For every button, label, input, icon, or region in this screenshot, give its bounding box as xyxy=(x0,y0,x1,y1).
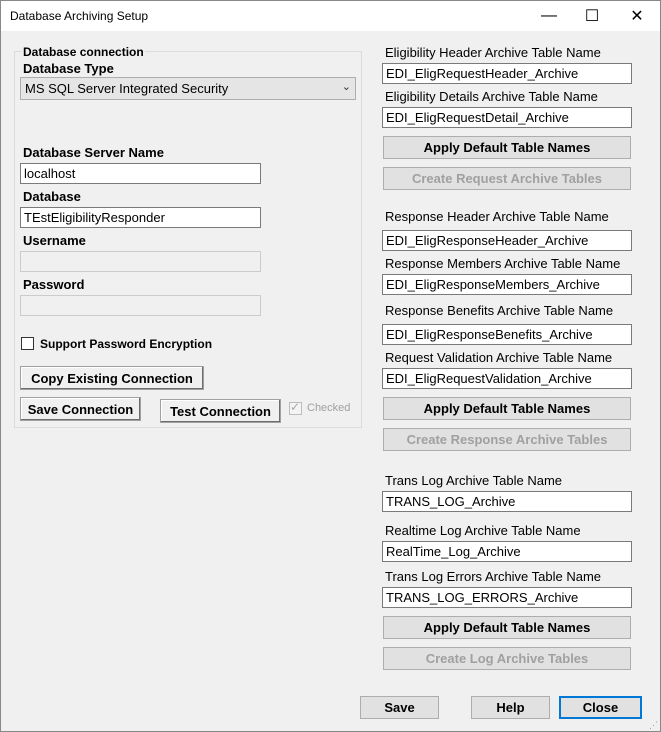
database-type-value: MS SQL Server Integrated Security xyxy=(25,81,229,96)
response-benefits-input[interactable]: EDI_EligResponseBenefits_Archive xyxy=(382,324,632,345)
password-input[interactable] xyxy=(20,295,261,316)
title-bar xyxy=(1,1,660,31)
request-header-input[interactable]: EDI_EligRequestHeader_Archive xyxy=(382,63,632,84)
checkmark-icon: ✓ xyxy=(290,400,301,414)
resize-grip-icon[interactable]: ⋰ xyxy=(649,720,658,730)
password-encryption-checkbox[interactable] xyxy=(21,337,34,350)
password-encryption-label: Support Password Encryption xyxy=(40,337,213,351)
realtime-log-label: Realtime Log Archive Table Name xyxy=(385,523,581,538)
create-response-tables-button[interactable]: Create Response Archive Tables xyxy=(383,428,631,451)
maximize-button[interactable] xyxy=(569,1,615,31)
trans-log-errors-label: Trans Log Errors Archive Table Name xyxy=(385,569,602,584)
trans-log-input[interactable]: TRANS_LOG_Archive xyxy=(382,491,632,512)
request-validation-label: Request Validation Archive Table Name xyxy=(385,350,613,365)
create-request-tables-button[interactable]: Create Request Archive Tables xyxy=(383,167,631,190)
username-input[interactable] xyxy=(20,251,261,272)
response-benefits-label: Response Benefits Archive Table Name xyxy=(385,303,614,318)
close-window-button[interactable] xyxy=(614,1,660,31)
window-title: Database Archiving Setup xyxy=(10,9,149,23)
request-details-input[interactable]: EDI_EligRequestDetail_Archive xyxy=(382,107,632,128)
save-connection-button[interactable]: Save Connection xyxy=(20,397,141,421)
database-type-select[interactable] xyxy=(20,77,356,100)
server-name-input[interactable]: localhost xyxy=(20,163,261,184)
checked-checkbox[interactable] xyxy=(289,402,302,415)
server-name-label: Database Server Name xyxy=(23,145,164,160)
close-button[interactable]: Close xyxy=(559,696,642,719)
minimize-button[interactable] xyxy=(526,1,572,31)
database-input[interactable]: TEstEligibilityResponder xyxy=(20,207,261,228)
test-connection-button[interactable]: Test Connection xyxy=(160,399,281,423)
request-header-label: Eligibility Header Archive Table Name xyxy=(385,45,601,60)
trans-log-label: Trans Log Archive Table Name xyxy=(385,473,563,488)
trans-log-errors-input[interactable]: TRANS_LOG_ERRORS_Archive xyxy=(382,587,632,608)
response-header-label: Response Header Archive Table Name xyxy=(385,209,609,224)
username-label: Username xyxy=(23,233,86,248)
realtime-log-input[interactable]: RealTime_Log_Archive xyxy=(382,541,632,562)
response-members-label: Response Members Archive Table Name xyxy=(385,256,621,271)
password-label: Password xyxy=(23,277,85,292)
response-members-input[interactable]: EDI_EligResponseMembers_Archive xyxy=(382,274,632,295)
help-button[interactable]: Help xyxy=(471,696,550,719)
chevron-down-icon: ⌄ xyxy=(341,81,351,93)
minimize-icon: — xyxy=(541,7,557,24)
database-connection-legend: Database connection xyxy=(23,45,144,59)
apply-log-defaults-button[interactable]: Apply Default Table Names xyxy=(383,616,631,639)
request-validation-input[interactable]: EDI_EligRequestValidation_Archive xyxy=(382,368,632,389)
maximize-icon: ☐ xyxy=(584,8,600,25)
apply-request-defaults-button[interactable]: Apply Default Table Names xyxy=(383,136,631,159)
save-button[interactable]: Save xyxy=(360,696,439,719)
database-type-label: Database Type xyxy=(23,61,114,76)
request-details-label: Eligibility Details Archive Table Name xyxy=(385,89,598,104)
checked-label: Checked xyxy=(307,402,351,414)
create-log-tables-button[interactable]: Create Log Archive Tables xyxy=(383,647,631,670)
close-icon: ✕ xyxy=(630,8,644,25)
copy-connection-button[interactable]: Copy Existing Connection xyxy=(20,366,204,390)
apply-response-defaults-button[interactable]: Apply Default Table Names xyxy=(383,397,631,420)
response-header-input[interactable]: EDI_EligResponseHeader_Archive xyxy=(382,230,632,251)
database-label: Database xyxy=(23,189,81,204)
